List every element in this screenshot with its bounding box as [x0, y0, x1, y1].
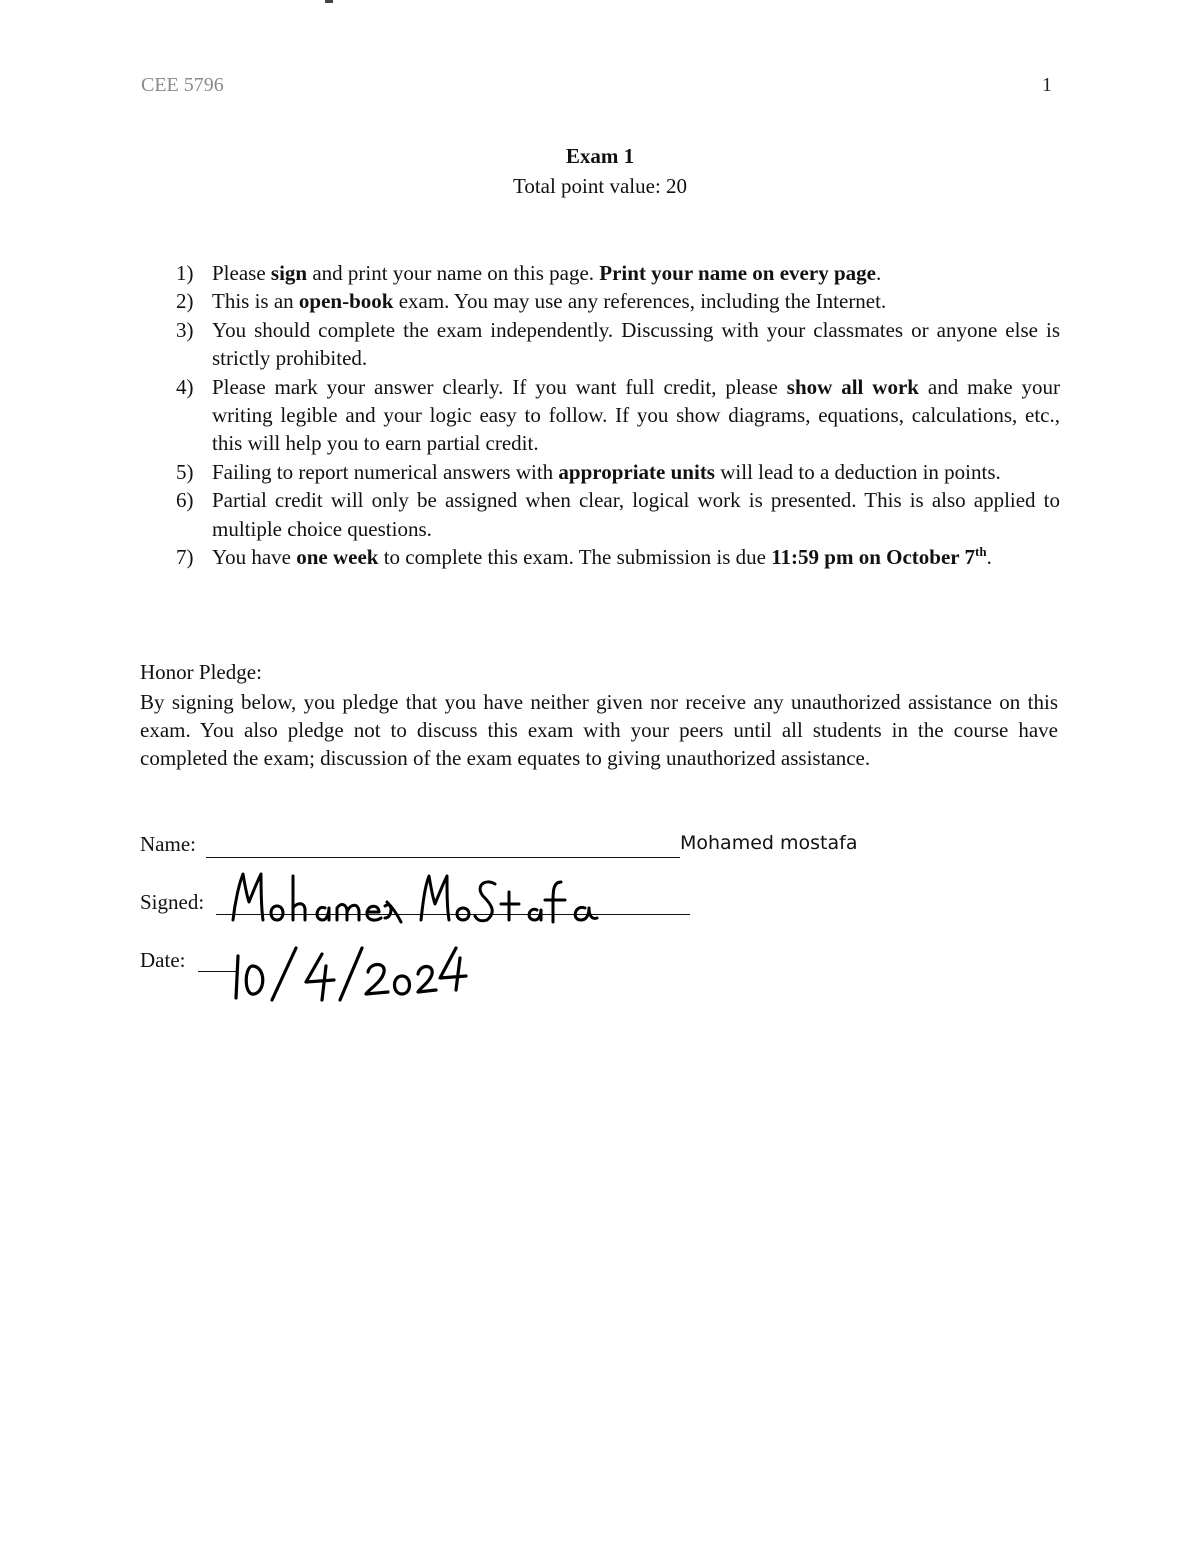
instruction-text: to complete this exam. The submission is due: [378, 545, 772, 570]
instruction-emphasis: th: [975, 544, 987, 560]
handwritten-signature: [225, 862, 605, 932]
exam-point-value: Total point value: 20: [512, 174, 688, 198]
instruction-number: 5): [176, 459, 194, 484]
instruction-number: 6): [176, 488, 194, 513]
date-label: Date:: [140, 948, 186, 972]
name-value: Mohamed mostafa: [680, 832, 858, 854]
instruction-item: [176, 543, 1060, 571]
handwritten-date: [222, 940, 472, 1004]
instruction-text: and print your name on this page.: [307, 261, 600, 285]
instruction-item: [176, 287, 1060, 315]
instruction-emphasis: Print your name on every page: [599, 261, 876, 285]
instruction-text: exam. You may use any references, including the Internet.: [393, 289, 887, 314]
signed-label: Signed:: [140, 890, 205, 914]
instruction-emphasis: sign: [270, 261, 308, 285]
instruction-item: [176, 373, 1060, 458]
instruction-text: Please mark your answer clearly. If you want full credit, please: [212, 374, 787, 399]
instruction-text: You should complete the exam independently. Discussing with your classmates or anyone else is strictly prohibited.: [212, 317, 1060, 371]
instruction-number: 3): [176, 317, 194, 342]
honor-pledge-label: Honor Pledge:: [140, 660, 262, 684]
instruction-number: 4): [176, 374, 194, 399]
instruction-number: 1): [176, 261, 194, 285]
instruction-text: Partial credit will only be assigned when clear, logical work is presented. This is also applied to multiple choice questions.: [212, 488, 1060, 541]
instruction-text: will lead to a deduction in points.: [714, 459, 1001, 484]
honor-pledge-text: By signing below, you pledge that you have neither given nor receive any unauthorized assistance on this exam. You also pledge not to discuss this exam with your peers until all students in the course have completed the exam; discussion of the exam equates to giving unauthorized assistance.: [140, 690, 1058, 770]
instruction-emphasis: one week: [296, 545, 379, 570]
instructions-list: [176, 259, 1060, 571]
course-code: CEE 5796: [141, 74, 224, 96]
page-number: 1: [1042, 74, 1052, 96]
instruction-number: 7): [176, 545, 194, 570]
instruction-item: [176, 486, 1060, 543]
instruction-number: 2): [176, 289, 194, 314]
exam-title: Exam 1: [565, 144, 635, 168]
instruction-text: Failing to report numerical answers with: [212, 459, 559, 484]
instruction-emphasis: open-book: [298, 289, 394, 314]
name-underline: [206, 857, 680, 858]
instruction-text: .: [875, 261, 882, 285]
name-label: Name:: [140, 832, 196, 856]
instruction-item: [176, 316, 1060, 373]
instruction-emphasis: show all work: [786, 374, 919, 399]
page-top-mark: [325, 0, 333, 3]
instruction-emphasis: appropriate units: [558, 459, 715, 484]
instruction-text: This is an: [212, 289, 299, 314]
instruction-text: .: [986, 545, 992, 570]
instruction-item: [176, 458, 1060, 486]
instruction-text: Please: [212, 261, 271, 285]
instruction-emphasis: 11:59 pm on October 7: [771, 545, 975, 570]
instruction-item: [176, 259, 1060, 287]
instruction-text: You have: [212, 545, 297, 570]
instruction-text: and make your writing legible and your logic easy to follow. If you show diagrams, equations, calculations, etc., this will help you to earn partial credit.: [212, 374, 1061, 456]
